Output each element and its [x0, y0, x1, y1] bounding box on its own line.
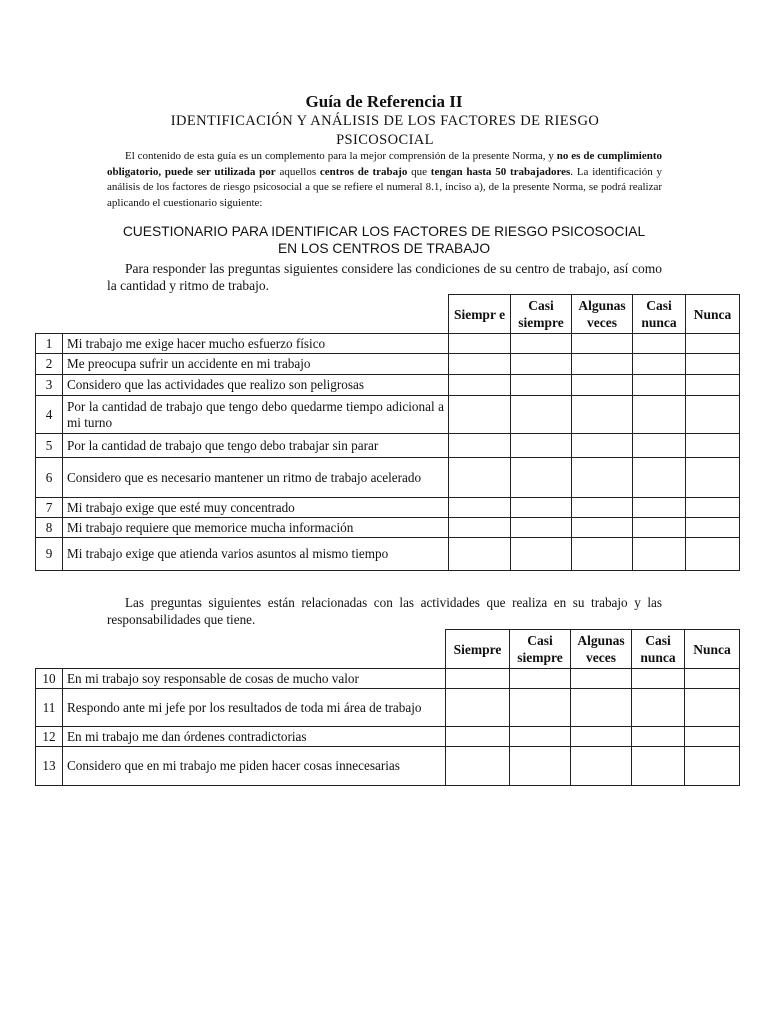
answer-cell[interactable] [686, 538, 740, 571]
table-row [36, 538, 740, 571]
answer-cell[interactable] [446, 669, 510, 689]
answer-cell[interactable] [633, 434, 686, 458]
table-row [36, 354, 740, 375]
intro-paragraph [107, 149, 662, 211]
answer-cell[interactable] [449, 375, 511, 396]
intro-segment: centros de trabajo [319, 165, 408, 178]
answer-cell[interactable] [572, 538, 633, 571]
intro-segment: aquellos [275, 165, 320, 178]
answer-cell[interactable] [685, 689, 740, 727]
question-text: Considero que las actividades que realizo son peligrosas [63, 375, 449, 396]
table-row [36, 334, 740, 354]
answer-cell[interactable] [685, 747, 740, 786]
question-text: En mi trabajo me dan órdenes contradictorias [63, 727, 446, 747]
column-header: Casi nunca [633, 295, 686, 334]
answer-cell[interactable] [572, 334, 633, 354]
table-row [36, 434, 740, 458]
answer-cell[interactable] [510, 669, 571, 689]
table-corner-blank [36, 295, 449, 334]
page-subtitle: IDENTIFICACIÓN Y ANÁLISIS DE LOS FACTORES DE RIESGO PSICOSOCIAL [170, 113, 600, 148]
answer-cell[interactable] [632, 727, 685, 747]
table-row [36, 498, 740, 518]
answer-cell[interactable] [686, 518, 740, 538]
question-text: Mi trabajo exige que atienda varios asuntos al mismo tiempo [63, 538, 449, 571]
instructions-paragraph-2: Las preguntas siguientes están relacionadas con las actividades que realiza en su trabajo y las responsabilidades que tiene. [107, 595, 662, 627]
answer-cell[interactable] [686, 458, 740, 498]
question-text: Considero que en mi trabajo me piden hacer cosas innecesarias [63, 747, 446, 786]
table-corner-blank [36, 630, 446, 669]
answer-cell[interactable] [511, 498, 572, 518]
question-number: 9 [36, 538, 63, 571]
table-row [36, 689, 740, 727]
intro-segment: que [407, 165, 431, 178]
question-number: 5 [36, 434, 63, 458]
answer-cell[interactable] [686, 354, 740, 375]
answer-cell[interactable] [511, 375, 572, 396]
questionnaire-title-line-2: EN LOS CENTROS DE TRABAJO [277, 240, 491, 256]
question-text: Mi trabajo requiere que memorice mucha información [63, 518, 449, 538]
column-header: Casi siempre [511, 295, 572, 334]
question-number: 13 [36, 747, 63, 786]
answer-cell[interactable] [572, 434, 633, 458]
answer-cell[interactable] [449, 354, 511, 375]
answer-cell[interactable] [511, 434, 572, 458]
answer-cell[interactable] [510, 727, 571, 747]
answer-cell[interactable] [572, 518, 633, 538]
intro-segment: tengan hasta 50 trabajadores [430, 165, 571, 178]
answer-cell[interactable] [633, 518, 686, 538]
table-row [36, 396, 740, 434]
question-text: Mi trabajo me exige hacer mucho esfuerzo físico [63, 334, 449, 354]
question-number: 7 [36, 498, 63, 518]
answer-cell[interactable] [510, 747, 571, 786]
column-header: Nunca [685, 630, 740, 669]
question-number: 2 [36, 354, 63, 375]
answer-cell[interactable] [449, 458, 511, 498]
answer-cell[interactable] [685, 727, 740, 747]
column-header: Siempr e [449, 295, 511, 334]
answer-cell[interactable] [446, 727, 510, 747]
answer-cell[interactable] [571, 689, 632, 727]
question-number: 1 [36, 334, 63, 354]
intro-segment: El contenido de esta guía es un complemento para la mejor comprensión de la presente Norma, y [125, 150, 557, 162]
answer-cell[interactable] [686, 396, 740, 434]
question-text: En mi trabajo soy responsable de cosas de mucho valor [63, 669, 446, 689]
answer-cell[interactable] [632, 669, 685, 689]
question-text: Respondo ante mi jefe por los resultados de toda mi área de trabajo [63, 689, 446, 727]
answer-cell[interactable] [685, 669, 740, 689]
table-row [36, 518, 740, 538]
question-number: 12 [36, 727, 63, 747]
answer-cell[interactable] [449, 518, 511, 538]
questionnaire-table-2 [35, 629, 740, 786]
question-number: 10 [36, 669, 63, 689]
answer-cell[interactable] [511, 458, 572, 498]
column-header: Algunas veces [571, 630, 632, 669]
answer-cell[interactable] [632, 747, 685, 786]
answer-cell[interactable] [572, 396, 633, 434]
answer-cell[interactable] [449, 434, 511, 458]
answer-cell[interactable] [686, 375, 740, 396]
question-number: 8 [36, 518, 63, 538]
answer-cell[interactable] [633, 458, 686, 498]
answer-cell[interactable] [633, 396, 686, 434]
column-header: Algunas veces [572, 295, 633, 334]
answer-cell[interactable] [510, 689, 571, 727]
answer-cell[interactable] [686, 498, 740, 518]
column-header: Nunca [686, 295, 740, 334]
answer-cell[interactable] [449, 498, 511, 518]
page-title: Guía de Referencia II [305, 92, 463, 111]
answer-cell[interactable] [633, 375, 686, 396]
answer-cell[interactable] [633, 334, 686, 354]
table-row [36, 727, 740, 747]
answer-cell[interactable] [633, 498, 686, 518]
intro-segment: no es de cumplimiento obligatorio, puede ser utilizada por [107, 150, 662, 178]
question-number: 3 [36, 375, 63, 396]
answer-cell[interactable] [571, 669, 632, 689]
answer-cell[interactable] [572, 375, 633, 396]
answer-cell[interactable] [686, 334, 740, 354]
answer-cell[interactable] [632, 689, 685, 727]
question-number: 6 [36, 458, 63, 498]
answer-cell[interactable] [572, 458, 633, 498]
answer-cell[interactable] [446, 747, 510, 786]
answer-cell[interactable] [511, 518, 572, 538]
answer-cell[interactable] [633, 354, 686, 375]
question-text: Por la cantidad de trabajo que tengo debo trabajar sin parar [63, 434, 449, 458]
answer-cell[interactable] [571, 727, 632, 747]
answer-cell[interactable] [633, 538, 686, 571]
column-header: Siempre [446, 630, 510, 669]
table-row [36, 669, 740, 689]
question-number: 4 [36, 396, 63, 434]
column-header: Casi siempre [510, 630, 571, 669]
table-row [36, 375, 740, 396]
question-text: Por la cantidad de trabajo que tengo debo quedarme tiempo adicional a mi turno [63, 396, 449, 434]
answer-cell[interactable] [449, 538, 511, 571]
question-text: Me preocupa sufrir un accidente en mi trabajo [63, 354, 449, 375]
answer-cell[interactable] [686, 434, 740, 458]
questionnaire-table-1 [35, 294, 740, 571]
answer-cell[interactable] [511, 354, 572, 375]
question-text: Considero que es necesario mantener un ritmo de trabajo acelerado [63, 458, 449, 498]
instructions-paragraph-1: Para responder las preguntas siguientes considere las condiciones de su centro de trabajo, así como la cantidad y ritmo de trabajo. [107, 261, 662, 293]
question-number: 11 [36, 689, 63, 727]
answer-cell[interactable] [449, 396, 511, 434]
intro-segment: . La identificación y análisis de los factores de riesgo psicosocial a que se refiere el numeral 8.1, inciso a), de la presente Norma, se podrá realizar aplicando el cuestionario siguiente: [107, 165, 662, 209]
table-row [36, 458, 740, 498]
answer-cell[interactable] [572, 498, 633, 518]
answer-cell[interactable] [446, 689, 510, 727]
questionnaire-title [100, 224, 668, 257]
answer-cell[interactable] [511, 396, 572, 434]
question-text: Mi trabajo exige que esté muy concentrado [63, 498, 449, 518]
questionnaire-title-line-1: CUESTIONARIO PARA IDENTIFICAR LOS FACTORES DE RIESGO PSICOSOCIAL [122, 224, 646, 239]
answer-cell[interactable] [449, 334, 511, 354]
answer-cell[interactable] [511, 334, 572, 354]
column-header: Casi nunca [632, 630, 685, 669]
answer-cell[interactable] [572, 354, 633, 375]
table-row [36, 747, 740, 786]
answer-cell[interactable] [571, 747, 632, 786]
answer-cell[interactable] [511, 538, 572, 571]
